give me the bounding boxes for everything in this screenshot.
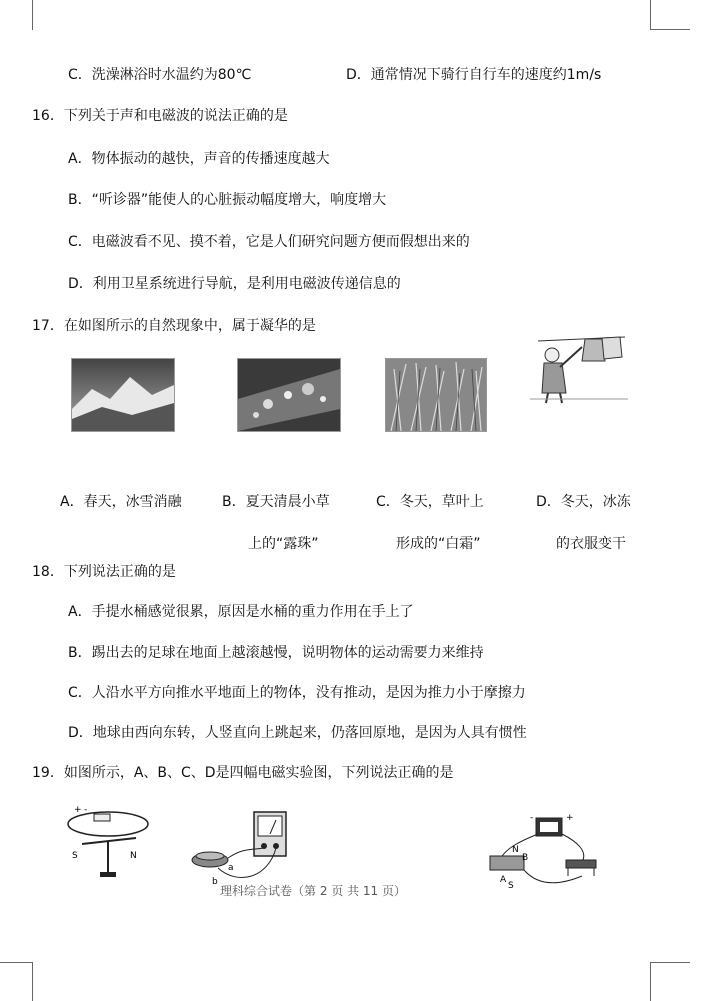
q17-image-snow-mountain bbox=[71, 358, 175, 432]
q18-option-d: D．地球由西向东转，人竖直向上跳起来，仍落回原地，是因为人具有惯性 bbox=[68, 725, 527, 741]
q17-image-frozen-clothes bbox=[530, 333, 628, 405]
q17-caption-b-line1: B．夏天清晨小草 bbox=[222, 494, 330, 510]
crop-mark-top-right bbox=[650, 0, 651, 30]
fig3-a-label: A bbox=[500, 875, 507, 885]
fig1-n-label: N bbox=[130, 851, 137, 861]
crop-mark-top-right-h bbox=[650, 29, 690, 30]
q17-caption-a: A．春天，冰雪消融 bbox=[60, 494, 182, 510]
crop-mark-bottom-left-h bbox=[0, 962, 33, 963]
q16-option-d: D．利用卫星系统进行导航，是利用电磁波传递信息的 bbox=[68, 276, 401, 292]
q17-caption-b-line2: 上的“露珠” bbox=[248, 536, 319, 552]
q16-stem: 16．下列关于声和电磁波的说法正确的是 bbox=[32, 108, 288, 124]
fig3-s-label: S bbox=[508, 881, 514, 891]
q18-option-c: C．人沿水平方向推水平地面上的物体，没有推动，是因为推力小于摩擦力 bbox=[68, 685, 526, 701]
q16-option-a: A．物体振动的越快，声音的传播速度越大 bbox=[68, 151, 330, 167]
q17-caption-c-line2: 形成的“白霜” bbox=[396, 536, 481, 552]
q17-caption-d-line2: 的衣服变干 bbox=[556, 536, 626, 552]
fig1-plus-label: + bbox=[74, 805, 82, 815]
fig2-b-label: b bbox=[212, 877, 218, 887]
q15-option-d: D．通常情况下骑行自行车的速度约1m/s bbox=[346, 67, 602, 83]
crop-mark-bottom-right-h bbox=[650, 962, 690, 963]
fig1-s-label: S bbox=[72, 851, 78, 861]
crop-mark-bottom-left bbox=[32, 962, 33, 1001]
q15-option-c: C．洗澡淋浴时水温约为80℃ bbox=[68, 67, 252, 83]
q19-figure-oersted bbox=[60, 800, 160, 880]
q18-stem: 18．下列说法正确的是 bbox=[32, 564, 176, 580]
fig3-minus-label: - bbox=[530, 813, 534, 823]
fig3-plus-label: + bbox=[566, 813, 574, 823]
q17-image-dew-on-grass bbox=[237, 358, 341, 432]
q17-stem: 17．在如图所示的自然现象中，属于凝华的是 bbox=[32, 318, 316, 334]
q17-image-frost-on-grass bbox=[385, 358, 487, 432]
q19-figure-motor bbox=[478, 812, 608, 892]
q18-option-b: B．踢出去的足球在地面上越滚越慢，说明物体的运动需要力来维持 bbox=[68, 645, 484, 661]
fig3-n-label: N bbox=[512, 845, 519, 855]
q17-caption-d-line1: D．冬天，冰冻 bbox=[536, 494, 631, 510]
fig3-b-label: B bbox=[522, 853, 529, 863]
q16-option-c: C．电磁波看不见、摸不着，它是人们研究问题方便而假想出来的 bbox=[68, 234, 470, 250]
fig1-minus-label: - bbox=[84, 805, 88, 815]
crop-mark-top-left bbox=[32, 0, 33, 30]
fig2-a-label: a bbox=[228, 863, 234, 873]
q17-caption-c-line1: C．冬天，草叶上 bbox=[376, 494, 484, 510]
q16-option-b: B．“听诊器”能使人的心脏振动幅度增大，响度增大 bbox=[68, 192, 387, 208]
q19-stem: 19．如图所示，A、B、C、D是四幅电磁实验图，下列说法正确的是 bbox=[32, 765, 454, 781]
q18-option-a: A．手提水桶感觉很累，原因是水桶的重力作用在手上了 bbox=[68, 604, 414, 620]
crop-mark-bottom-right bbox=[650, 962, 651, 1001]
page-footer: 理科综合试卷（第 2 页 共 11 页） bbox=[220, 884, 406, 898]
